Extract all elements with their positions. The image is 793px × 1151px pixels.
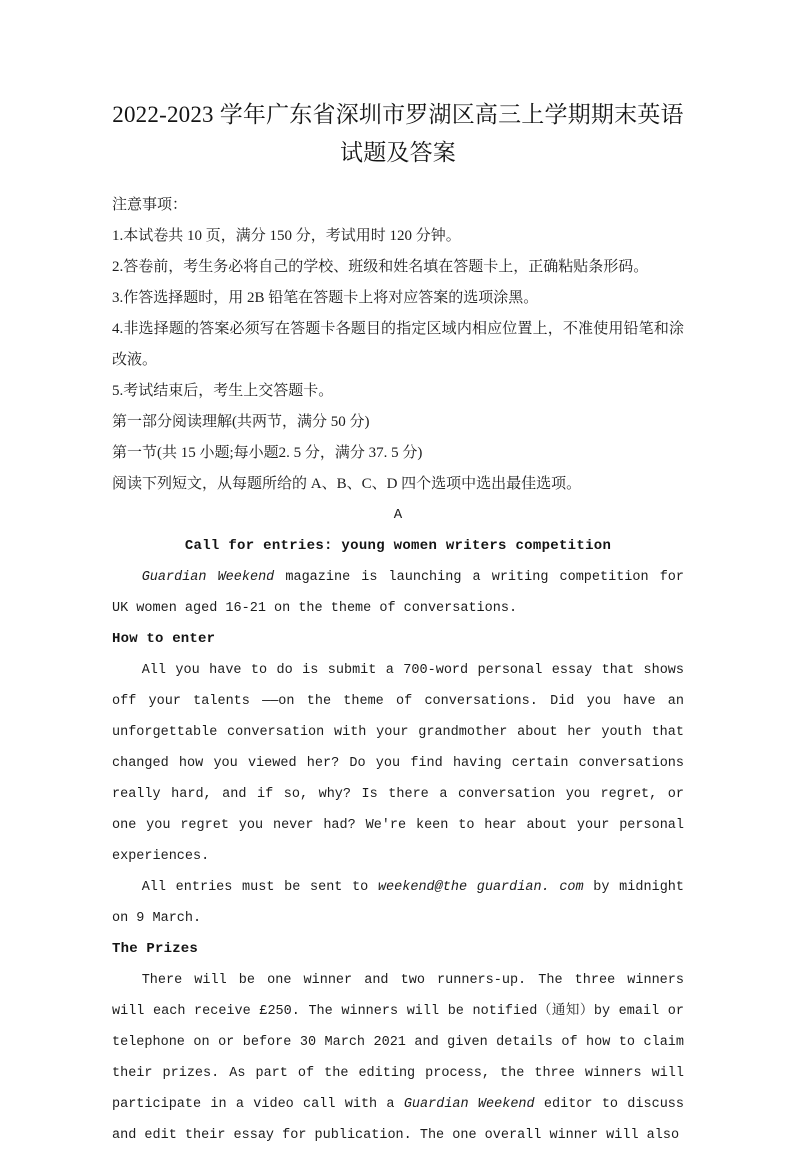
- subheading-the-prizes: The Prizes: [112, 941, 199, 957]
- how-to-enter-body: All you have to do is submit a 700-word personal essay that shows off your talents ——on the theme of conversations. Did you have an unforgettable conversation with your grandmother about her youth that changed how you viewed her? Do you find having certain conversations really hard, and if so, why? Is there a conversation you regret, or one you regret you never had? We're keen to hear about your personal experiences.: [112, 663, 684, 864]
- notice-item-2: 2.答卷前，考生务必将自己的学校、班级和姓名填在答题卡上，正确粘贴条形码。: [112, 259, 649, 275]
- notice-heading: 注意事项：: [112, 197, 188, 213]
- magazine-name-italic: Guardian Weekend: [141, 570, 275, 585]
- notice-item-4: 4.非选择题的答案必须写在答题卡各题目的指定区域内相应位置上，不准使用铅笔和涂改液。: [112, 321, 684, 368]
- passage-letter-a: A: [393, 507, 403, 523]
- notice-item-1: 1.本试卷共 10 页，满分 150 分，考试用时 120 分钟。: [112, 228, 461, 244]
- section-part-one-heading: 第一部分阅读理解(共两节，满分 50 分): [112, 414, 370, 430]
- notice-item-5: 5.考试结束后，考生上交答题卡。: [112, 383, 334, 399]
- entries-submission-paragraph: [112, 872, 684, 934]
- magazine-name-italic-2: Guardian Weekend: [403, 1097, 535, 1112]
- passage-intro-paragraph: [112, 562, 684, 624]
- entries-prefix: All entries must be sent to: [141, 880, 378, 895]
- entries-suffix: by midnight on 9 March.: [112, 880, 684, 926]
- notice-item-3: 3.作答选择题时，用 2B 铅笔在答题卡上将对应答案的选项涂黑。: [112, 290, 539, 306]
- subheading-how-to-enter: How to enter: [112, 631, 216, 647]
- entries-email-italic: weekend@the guardian. com: [377, 880, 584, 895]
- section-node-one-heading: 第一节(共 15 小题;每小题2. 5 分，满分 37. 5 分): [112, 445, 423, 461]
- passage-intro-rest: magazine is launching a writing competition for UK women aged 16-21 on the theme of conversations.: [112, 570, 684, 616]
- section-instruction: 阅读下列短文，从每题所给的 A、B、C、D 四个选项中选出最佳选项。: [112, 476, 582, 492]
- prizes-body-paragraph: [112, 965, 684, 1151]
- page-content: [112, 0, 684, 1151]
- page-title: 2022-2023 学年广东省深圳市罗湖区高三上学期期末英语试题及答案: [112, 102, 684, 165]
- passage-title: Call for entries: young women writers competition: [184, 538, 612, 554]
- prizes-body-suffix: editor to discuss and edit their essay for publication. The one overall winner will also: [112, 1097, 684, 1143]
- prizes-body-prefix: There will be one winner and two runners-up. The three winners will each receive £250. The winners will be notified（通知）by email or telephone on or before 30 March 2021 and given details of how to claim their prizes. As part of the editing process, the three winners will participate in a video call with a: [112, 973, 684, 1112]
